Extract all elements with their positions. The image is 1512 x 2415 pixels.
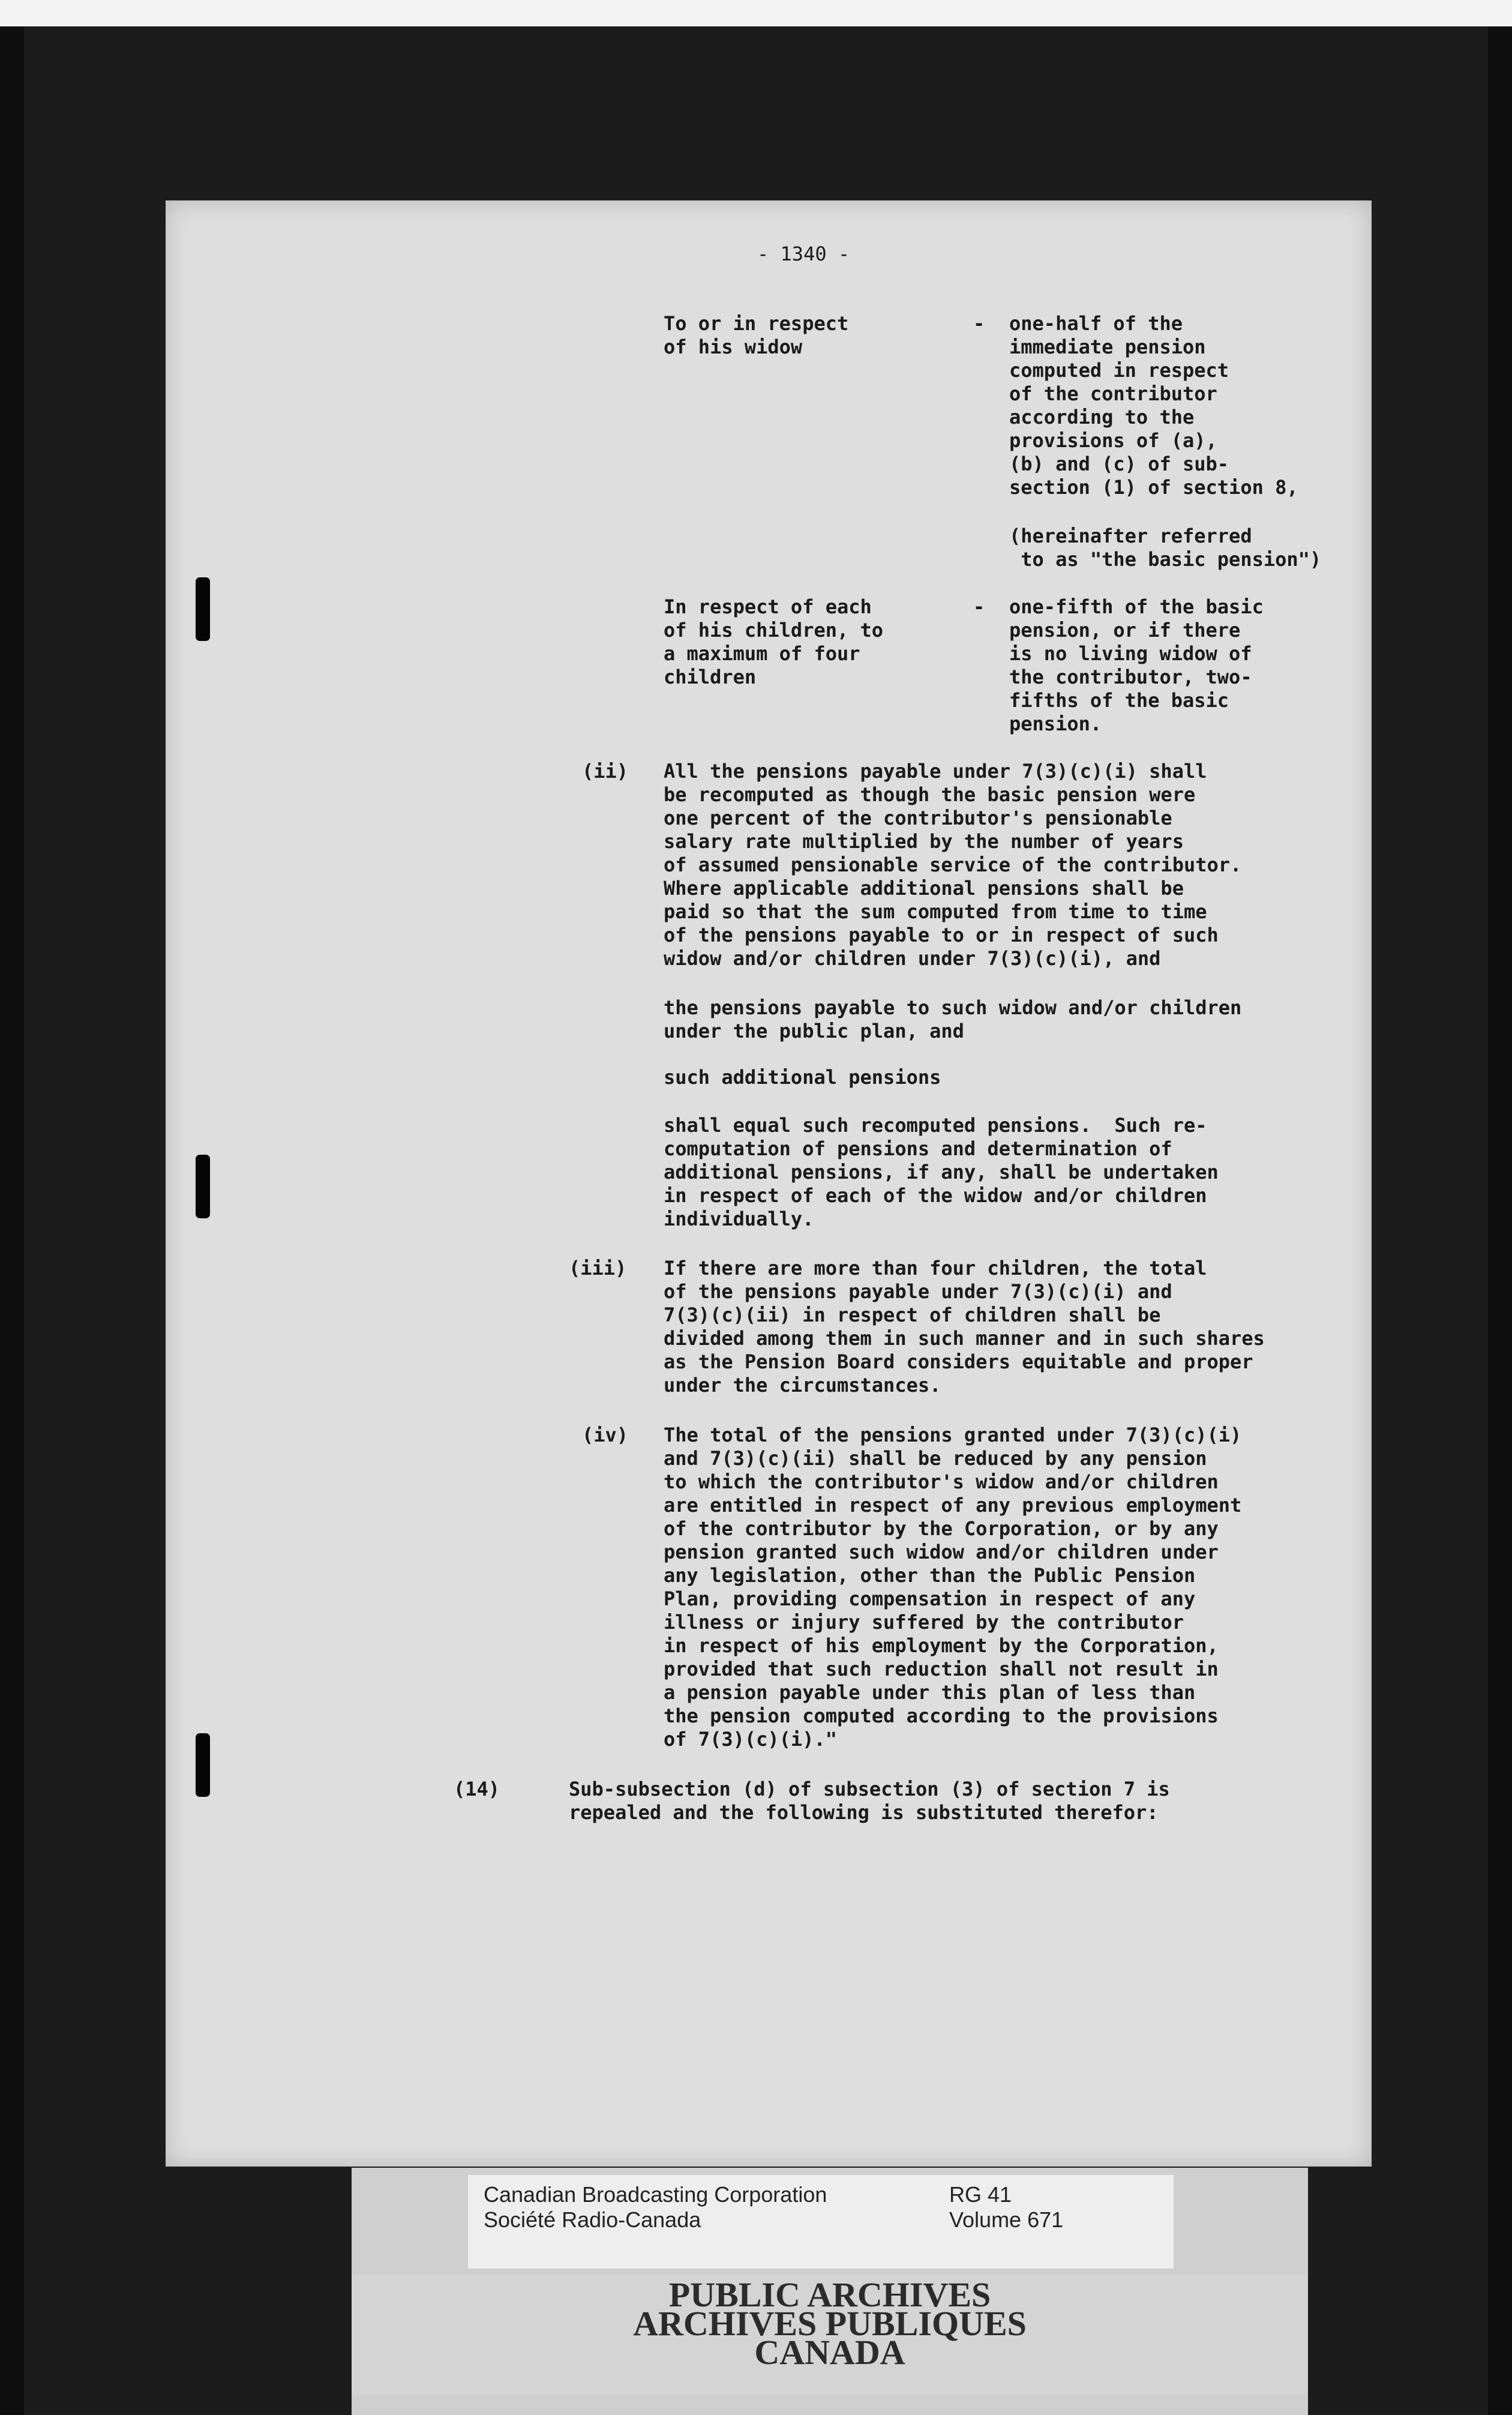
- film-right-edge: [1488, 26, 1512, 2415]
- children-text: one-fifth of the basic pension, or if there is no living widow of the contributor, two- fifths of the basic pension.: [1009, 595, 1264, 735]
- clause-ii-para-2: the pensions payable to such widow and/or children under the public plan, and: [664, 996, 1242, 1042]
- archive-reference: RG 41 Volume 671: [949, 2182, 1064, 2232]
- clause-ii-para-3: such additional pensions: [664, 1066, 941, 1089]
- archive-stamp-line-2: ARCHIVES PUBLIQUES: [633, 2304, 1027, 2343]
- archive-stamp-line-3: CANADA: [754, 2333, 905, 2372]
- widow-label: To or in respect of his widow: [664, 312, 849, 358]
- section-14-text: Sub-subsection (d) of subsection (3) of section 7 is repealed and the following is substituted therefor:: [569, 1778, 1170, 1824]
- children-label: In respect of each of his children, to a maximum of four children: [664, 595, 884, 688]
- punch-hole-middle: [196, 1155, 210, 1218]
- clause-iv-text: The total of the pensions granted under 7(3)(c)(i) and 7(3)(c)(ii) shall be reduced by any pension to which the contributor's widow and/or children are entitled in respect of any previous employment of the contributor by the Corporation, or by any pension granted such widow and/or children under any legislation, other than the Public Pension Plan, providing compensation in respect of any illness or injury suffered by the contributor in respect of his employment by the Corporation, provided that such reduction shall not result in a pension payable under this plan of less than the pension computed according to the provisions of 7(3)(c)(i).": [664, 1424, 1242, 1751]
- clause-iv-number: (iv): [582, 1424, 629, 1446]
- clause-iii-text: If there are more than four children, the total of the pensions payable under 7(3)(c)(i) and 7(3)(c)(ii) in respect of children shall be divided among them in such manner and in such shares as the Pension Board considers equitable and proper under the circumstances.: [664, 1257, 1265, 1397]
- archive-org-name: Canadian Broadcasting Corporation Société Radio-Canada: [484, 2182, 827, 2232]
- widow-text: one-half of the immediate pension computed in respect of the contributor according to the provisions of (a), (b) and (c) of sub- section (1) of section 8,: [1009, 312, 1298, 499]
- widow-dash: -: [973, 312, 985, 335]
- page-number: - 1340 -: [757, 242, 850, 265]
- punch-hole-bottom: [196, 1733, 210, 1797]
- clause-ii-para-4: shall equal such recomputed pensions. Such re- computation of pensions and determination of additional pensions, if any, shall be undertaken in respect of each of the widow and/or children individually.: [664, 1114, 1219, 1230]
- section-14-number: (14): [454, 1778, 500, 1800]
- basic-pension-note: (hereinafter referred to as "the basic pension"): [1009, 525, 1322, 571]
- film-top-border: [0, 0, 1512, 26]
- punch-hole-top: [196, 577, 210, 641]
- clause-ii-number: (ii): [582, 760, 629, 783]
- film-left-edge: [0, 26, 24, 2415]
- clause-iii-number: (iii): [569, 1257, 627, 1280]
- archive-stamp-line-1: PUBLIC ARCHIVES: [668, 2275, 991, 2314]
- children-dash: -: [973, 595, 985, 618]
- clause-ii-para-1: All the pensions payable under 7(3)(c)(i) shall be recomputed as though the basic pension were one percent of the contributor's pensionable salary rate multiplied by the number of years of assumed pensionable service of the contributor. Where applicable additional pensions shall be paid so that the sum computed from time to time of the pensions payable to or in respect of such widow and/or children under 7(3)(c)(i), and: [664, 760, 1242, 970]
